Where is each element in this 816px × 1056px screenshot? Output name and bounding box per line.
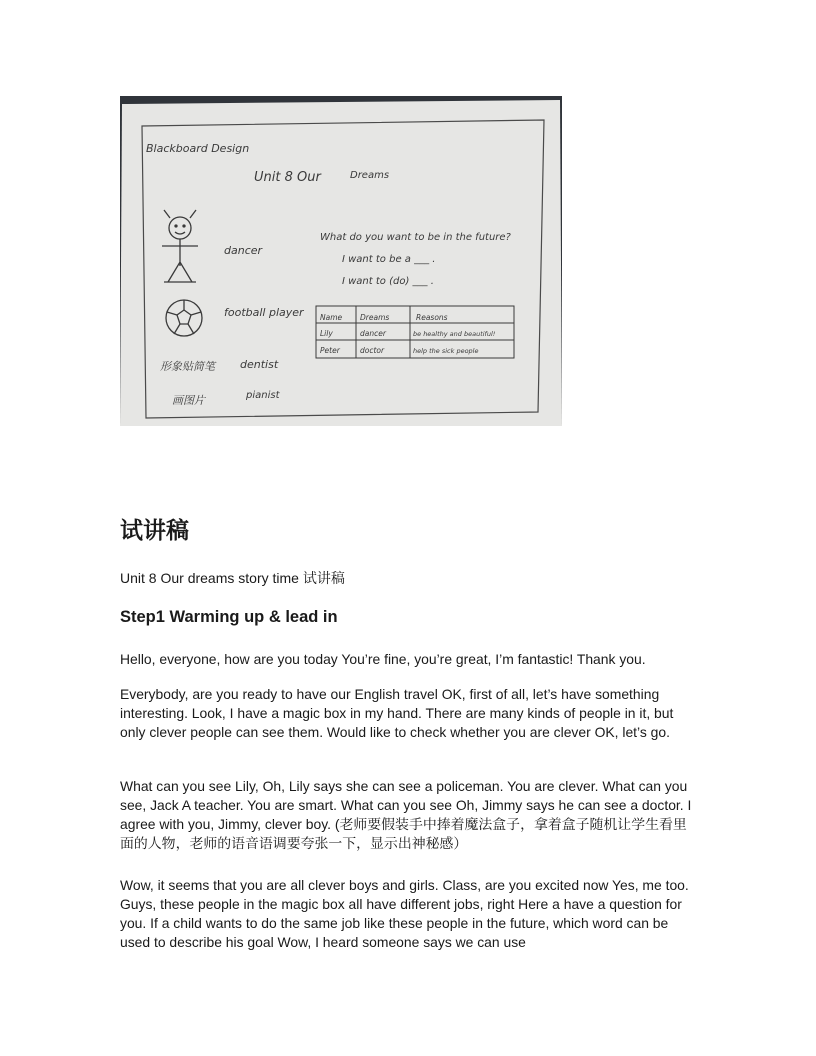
chinese-note-1: 形象贴简笔 [160,360,215,373]
paragraph: Hello, everyone, how are you today You’re fine, you’re great, I’m fantastic! Thank you. [120,651,646,667]
figure-label-dentist: dentist [240,358,279,371]
blackboard-question: What do you want to be in the future? [320,232,511,243]
table-header-name: Name [320,313,343,322]
paragraph: What can you see Lily, Oh, Lily says she can see a policeman. You are clever. What can you see, Jack A teacher. You are smart. What can you see Oh, Jimmy says he can see a doctor. I agree with you, Jimmy, clever boy. (老师要假装手中捧着魔法盒子，拿着盒子随机让学生看里面的人物，老师的语音语调要夸张一下，显示出神秘感） [120,778,692,851]
table-cell: Lily [320,329,333,338]
table-header-dreams: Dreams [360,313,390,322]
paragraph: Wow, it seems that you are all clever boys and girls. Class, are you excited now Yes, me too. Guys, these people in the magic box all have different jobs, right Here a have a question for you. If a child wants to do the same job like these people in the future, which word can be used to describe his goal Wow, I heard someone says we can use [120,877,689,950]
figure-label-dancer: dancer [224,244,263,257]
table-cell: doctor [360,346,385,355]
document-subtitle: Unit 8 Our dreams story time 试讲稿 [120,570,345,586]
table-cell: be healthy and beautiful! [413,330,496,338]
table-cell: help the sick people [413,347,479,355]
blackboard-unit-title: Unit 8 Our [254,170,321,185]
blackboard-photo [120,96,562,426]
blackboard-answer-2: I want to (do) ___ . [342,276,434,287]
paragraph: Everybody, are you ready to have our English travel OK, first of all, let’s have something interesting. Look, I have a magic box in my hand. There are many kinds of people in it, but only clever people can see them. Would like to check whether you are clever OK, let’s go. [120,686,674,740]
blackboard-unit-title-word: Dreams [350,170,390,181]
step1-heading: Step1 Warming up & lead in [120,608,338,626]
blackboard-header: Blackboard Design [146,142,250,155]
figure-label-pianist: pianist [246,390,280,401]
document-title: 试讲稿 [120,518,189,544]
chinese-note-2: 画图片 [172,394,205,407]
figure-label-football-player: football player [224,306,304,319]
table-header-reasons: Reasons [416,313,448,322]
blackboard-answer-1: I want to be a ___ . [342,254,436,265]
table-cell: dancer [360,329,386,338]
table-cell: Peter [320,346,340,355]
